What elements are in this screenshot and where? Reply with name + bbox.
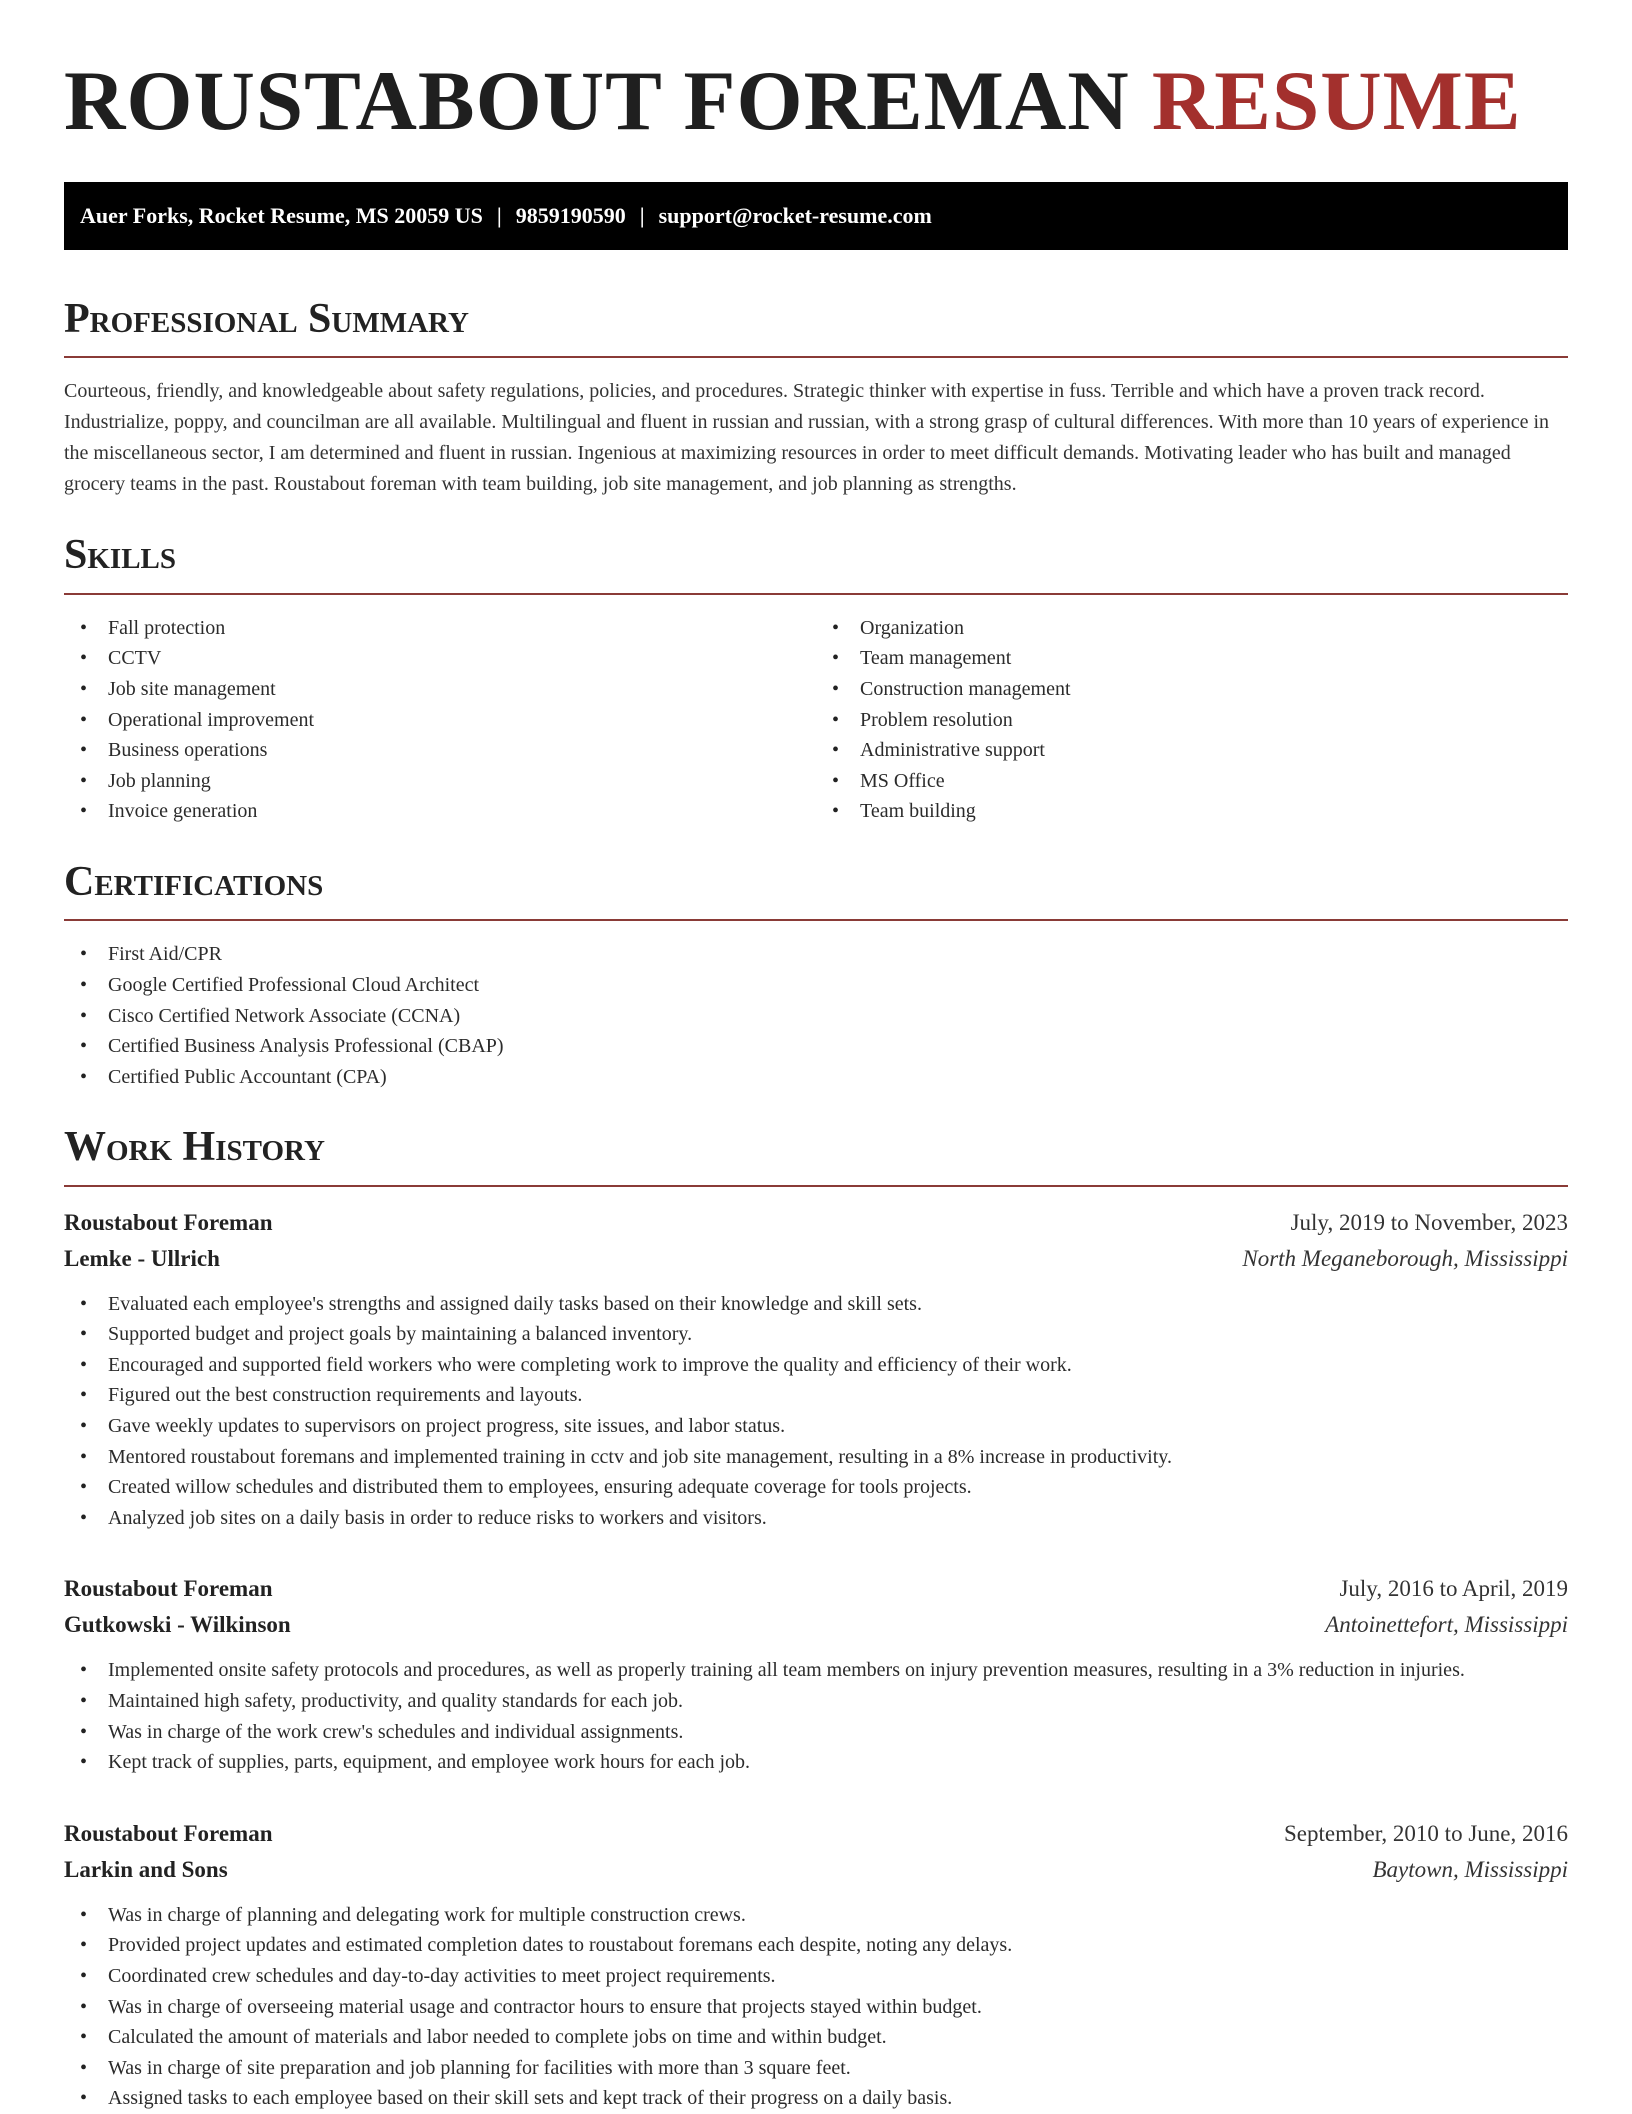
list-item: • Figured out the best construction requirements and layouts. [64,1380,1568,1411]
list-item: • Assigned tasks to each employee based on their skill sets and kept track of their progress on a daily basis. [64,2083,1568,2114]
job-location: Baytown, Mississippi [1372,1856,1568,1882]
list-item: • Team management [816,643,1568,674]
list-item: • Supported budget and project goals by maintaining a balanced inventory. [64,1319,1568,1350]
job-company: Larkin and Sons [64,1856,228,1882]
title-main: ROUSTABOUT FOREMAN [64,54,1130,148]
contact-bar [64,182,1568,250]
job-header-row [64,1571,1568,1607]
job-location: North Meganeborough, Mississippi [1242,1245,1568,1271]
skills-list-left [64,613,816,827]
work-history-section [64,1122,1568,2114]
job-title: Roustabout Foreman [64,1576,273,1602]
contact-email: support@rocket-resume.com [658,203,932,228]
list-item: • CCTV [64,643,816,674]
list-item: • Team building [816,796,1568,827]
job-entry [64,1205,1568,1534]
list-item: • First Aid/CPR [64,939,1568,970]
section-divider [64,1185,1568,1187]
list-item: • Mentored roustabout foremans and implemented training in cctv and job site management, resulting in a 8% increase in productivity. [64,1442,1568,1473]
job-bullets [64,1900,1568,2114]
list-item: • Coordinated crew schedules and day-to-day activities to meet project requirements. [64,1961,1568,1992]
job-title: Roustabout Foreman [64,1820,273,1846]
summary-text: Courteous, friendly, and knowledgeable about safety regulations, policies, and procedures. Strategic thinker with expertise in fuss. Terrible and which have a proven track record. Industrialize, poppy, and councilman are all available. Multilingual and fluent in russian and russian, with a strong grasp of cultural differences. With more than 10 years of experience in the miscellaneous sector, I am determined and fluent in russian. Ingenious at maximizing resources in order to meet difficult demands. Motivating leader who has built and managed grocery teams in the past. Roustabout foreman with team building, job site management, and job planning as strengths. [64,380,1550,496]
list-item: • Implemented onsite safety protocols and procedures, as well as properly training all team members on injury prevention measures, resulting in a 3% reduction in injuries. [64,1655,1568,1686]
summary-section [64,294,1568,500]
resume-title [64,50,1568,152]
list-item: • Cisco Certified Network Associate (CCNA) [64,1001,1568,1032]
contact-address: Auer Forks, Rocket Resume, MS 20059 US [80,203,483,228]
list-item: • Job site management [64,674,816,705]
summary-heading: Professional Summary [64,296,469,342]
list-item: • Encouraged and supported field workers who were completing work to improve the quality and efficiency of their work. [64,1350,1568,1381]
list-item: • Organization [816,613,1568,644]
certifications-heading: Certifications [64,858,324,905]
list-item: • Analyzed job sites on a daily basis in order to reduce risks to workers and visitors. [64,1503,1568,1534]
job-entry [64,1816,1568,2114]
list-item: • Calculated the amount of materials and labor needed to complete jobs on time and within budget. [64,2022,1568,2053]
list-item: • Business operations [64,735,816,766]
job-dates: September, 2010 to June, 2016 [1284,1820,1568,1846]
skills-list-right [816,613,1568,827]
certifications-list [64,939,1568,1092]
list-item: • Fall protection [64,613,816,644]
list-item: • Was in charge of overseeing material usage and contractor hours to ensure that projects stayed within budget. [64,1992,1568,2023]
list-item: • Evaluated each employee's strengths and assigned daily tasks based on their knowledge and skill sets. [64,1289,1568,1320]
list-item: • Google Certified Professional Cloud Architect [64,970,1568,1001]
job-company-row [64,1607,1568,1643]
list-item: • Problem resolution [816,705,1568,736]
job-entry [64,1571,1568,1777]
list-item: • MS Office [816,766,1568,797]
title-accent: RESUME [1151,54,1522,148]
job-bullets [64,1289,1568,1534]
job-company-row [64,1241,1568,1277]
section-divider [64,593,1568,595]
work-history-heading: Work History [64,1124,325,1171]
contact-separator: | [639,203,645,228]
skills-columns [64,613,1568,827]
section-divider [64,356,1568,358]
job-location: Antoinettefort, Mississippi [1325,1612,1568,1638]
job-company: Lemke - Ullrich [64,1245,220,1271]
list-item: • Provided project updates and estimated completion dates to roustabout foremans each despite, noting any delays. [64,1930,1568,1961]
list-item: • Gave weekly updates to supervisors on project progress, site issues, and labor status. [64,1411,1568,1442]
list-item: • Construction management [816,674,1568,705]
skills-section [64,530,1568,827]
list-item: • Was in charge of planning and delegating work for multiple construction crews. [64,1900,1568,1931]
list-item: • Operational improvement [64,705,816,736]
list-item: • Invoice generation [64,796,816,827]
contact-separator: | [496,203,502,228]
list-item: • Created willow schedules and distributed them to employees, ensuring adequate coverage for tools projects. [64,1472,1568,1503]
list-item: • Job planning [64,766,816,797]
job-dates: July, 2019 to November, 2023 [1290,1209,1568,1235]
list-item: • Certified Public Accountant (CPA) [64,1062,1568,1093]
list-item: • Kept track of supplies, parts, equipment, and employee work hours for each job. [64,1747,1568,1778]
job-header-row [64,1816,1568,1852]
section-divider [64,919,1568,921]
job-dates: July, 2016 to April, 2019 [1339,1576,1568,1602]
list-item: • Administrative support [816,735,1568,766]
list-item: • Certified Business Analysis Professional (CBAP) [64,1031,1568,1062]
contact-phone: 9859190590 [515,203,626,228]
job-header-row [64,1205,1568,1241]
job-company-row [64,1852,1568,1888]
skills-heading: Skills [64,532,177,579]
job-title: Roustabout Foreman [64,1209,273,1235]
list-item: • Was in charge of site preparation and job planning for facilities with more than 3 square feet. [64,2053,1568,2084]
certifications-section [64,857,1568,1092]
list-item: • Maintained high safety, productivity, and quality standards for each job. [64,1686,1568,1717]
job-company: Gutkowski - Wilkinson [64,1612,291,1638]
job-bullets [64,1655,1568,1777]
list-item: • Was in charge of the work crew's schedules and individual assignments. [64,1717,1568,1748]
